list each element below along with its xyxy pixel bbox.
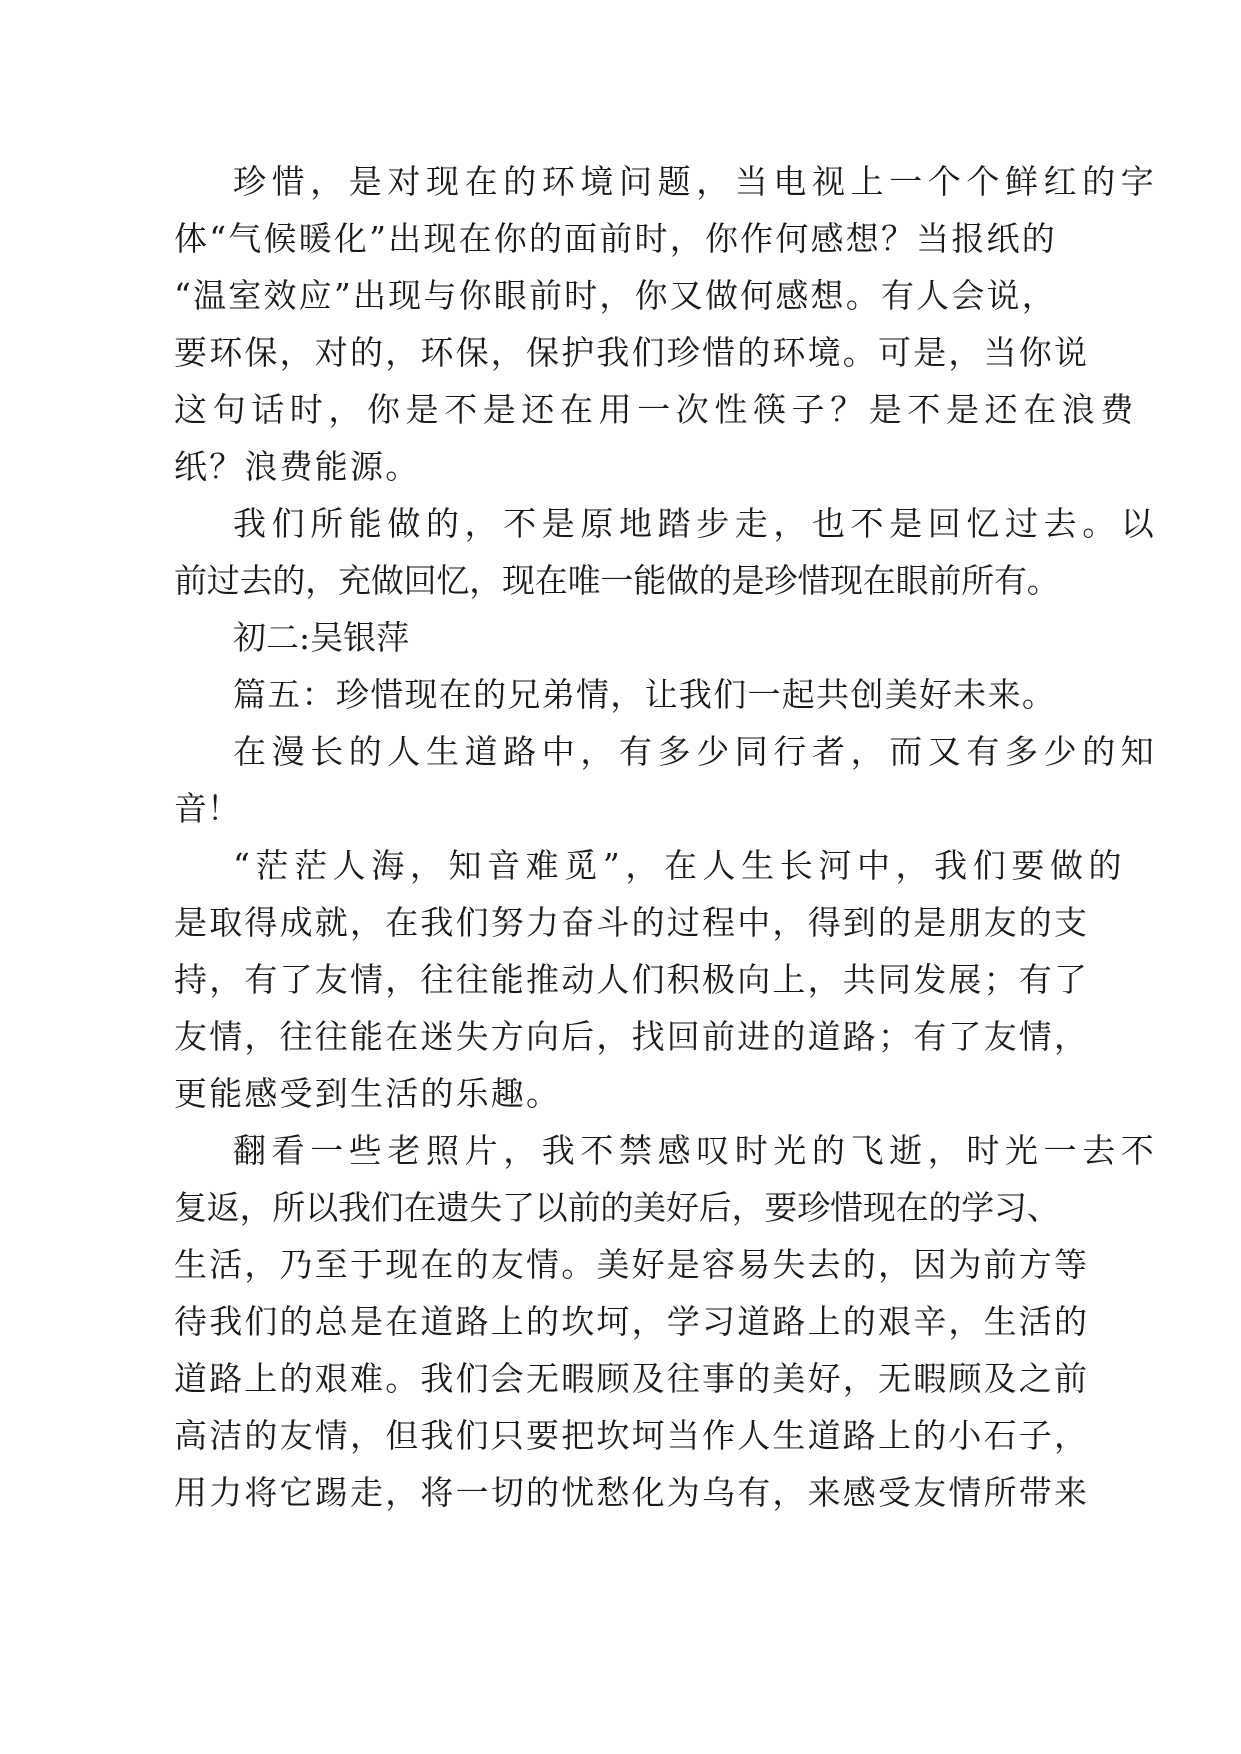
text-line: 我们所能做的，不是原地踏步走，也不是回忆过去。以 [233, 504, 1160, 543]
text-line: 友情，往往能在迷失方向后，找回前进的道路；有了友情， [174, 1017, 1090, 1056]
text-line: 是取得成就，在我们努力奋斗的过程中，得到的是朋友的支 [174, 903, 1090, 942]
text-line: 道路上的艰难。我们会无暇顾及往事的美好，无暇顾及之前 [174, 1359, 1090, 1398]
text-line: 初二:吴银萍 [233, 618, 410, 657]
text-line: 要环保，对的，环保，保护我们珍惜的环境。可是，当你说 [174, 333, 1090, 372]
text-line: 在漫长的人生道路中，有多少同行者，而又有多少的知 [233, 732, 1160, 771]
text-line: 珍惜，是对现在的环境问题，当电视上一个个鲜红的字 [233, 162, 1160, 201]
text-line: 持，有了友情，往往能推动人们积极向上，共同发展；有了 [174, 960, 1090, 999]
text-line: “茫茫人海，知音难觅”，在人生长河中，我们要做的 [233, 846, 1128, 885]
text-line: 更能感受到生活的乐趣。 [174, 1074, 562, 1113]
text-line: 体“气候暖化”出现在你的面前时，你作何感想？当报纸的 [174, 219, 1057, 258]
text-line: 高洁的友情，但我们只要把坎坷当作人生道路上的小石子， [174, 1416, 1090, 1455]
text-line: 这句话时，你是不是还在用一次性筷子？是不是还在浪费 [174, 390, 1139, 429]
text-line: 前过去的，充做回忆，现在唯一能做的是珍惜现在眼前所有。 [174, 561, 1060, 600]
text-line: 纸？浪费能源。 [174, 447, 421, 486]
text-line: 待我们的总是在道路上的坎坷，学习道路上的艰辛，生活的 [174, 1302, 1090, 1341]
text-line: 篇五：珍惜现在的兄弟情，让我们一起共创美好未来。 [233, 675, 1057, 714]
text-line: “温室效应”出现与你眼前时，你又做何感想。有人会说， [174, 276, 1057, 315]
text-line: 生活，乃至于现在的友情。美好是容易失去的，因为前方等 [174, 1245, 1090, 1284]
text-line: 用力将它踢走，将一切的忧愁化为乌有，来感受友情所带来 [174, 1473, 1090, 1512]
text-line: 复返，所以我们在遗失了以前的美好后，要珍惜现在的学习、 [174, 1188, 1060, 1227]
text-line: 翻看一些老照片，我不禁感叹时光的飞逝，时光一去不 [233, 1131, 1160, 1170]
text-line: 音！ [174, 789, 240, 828]
